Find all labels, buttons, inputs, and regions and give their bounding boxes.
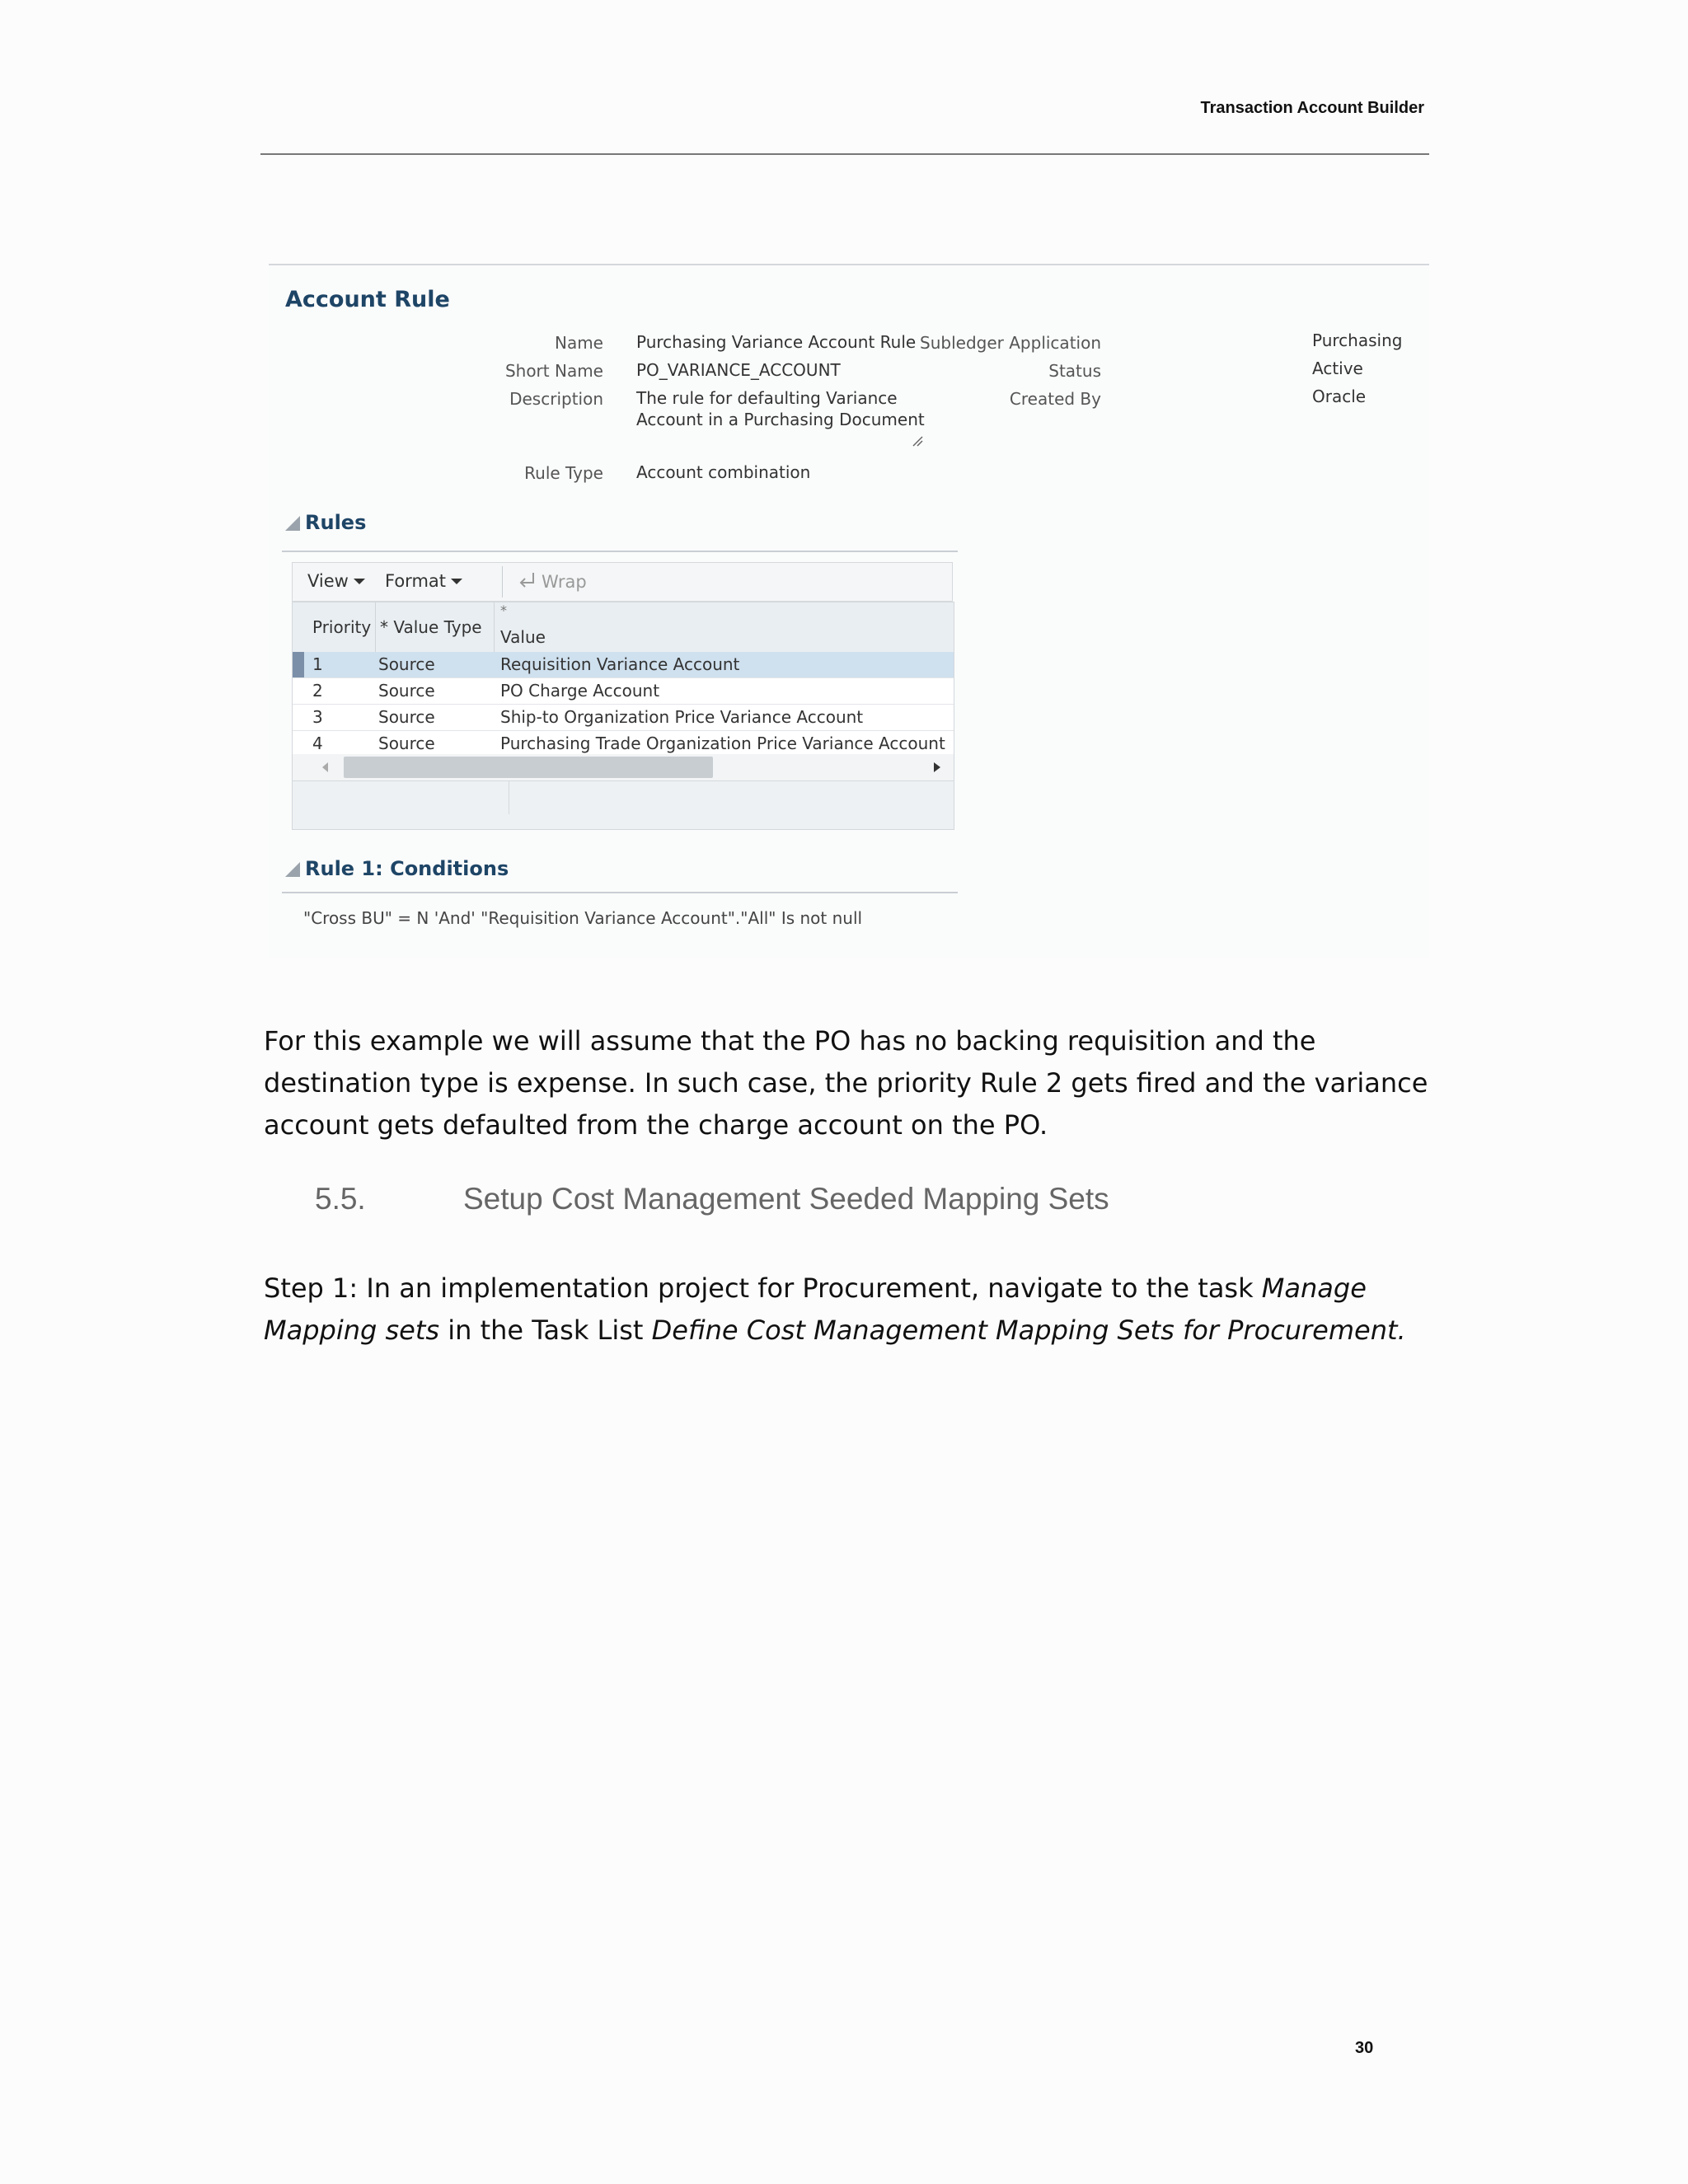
required-asterisk: * (500, 602, 507, 618)
header-divider (260, 153, 1429, 155)
column-divider (375, 602, 376, 652)
description-value-line2: Account in a Purchasing Document (636, 410, 925, 429)
wrap-button[interactable] (517, 571, 587, 592)
name-value: Purchasing Variance Account Rule (636, 332, 917, 352)
name-label: Name (554, 333, 603, 353)
row-value: Ship-to Organization Price Variance Account (500, 707, 864, 727)
toolbar-separator (502, 566, 503, 598)
table-row-selected[interactable] (293, 652, 954, 678)
wrap-label: Wrap (542, 572, 587, 592)
row-value-type: Source (378, 707, 435, 727)
rules-divider (282, 551, 958, 552)
collapse-triangle-icon[interactable] (285, 862, 300, 877)
rules-table (292, 602, 954, 830)
step1-text-middle: in the Task List (439, 1315, 652, 1346)
caret-down-icon (354, 579, 365, 584)
section-heading (315, 1182, 1109, 1216)
page-number: 30 (1355, 2039, 1374, 2057)
paragraph-step1 (264, 1268, 1434, 1352)
row-priority: 1 (312, 654, 323, 674)
rules-table-header (293, 602, 954, 653)
format-menu[interactable] (385, 571, 462, 591)
account-rule-screenshot (269, 264, 1429, 958)
rules-section-header[interactable] (285, 511, 366, 534)
row-priority: 4 (312, 733, 323, 753)
conditions-section-title: Rule 1: Conditions (305, 857, 509, 880)
section-title: Setup Cost Management Seeded Mapping Sets (463, 1182, 1109, 1216)
col-header-value-type[interactable]: * Value Type (380, 617, 482, 637)
wrap-icon (517, 571, 538, 591)
row-value-type: Source (378, 733, 435, 753)
row-value-type: Source (378, 654, 435, 674)
table-row[interactable] (293, 705, 954, 731)
row-value: PO Charge Account (500, 681, 660, 701)
subledger-application-value: Purchasing (1312, 330, 1403, 350)
paragraph-example: For this example we will assume that the PO has no backing requisition and the destination type is expense. In such case, the priority Rule 2 gets fired and the variance account gets defaulted from the charge account on the PO. (264, 1025, 1428, 1141)
status-label: Status (1048, 361, 1101, 381)
row-value: Requisition Variance Account (500, 654, 740, 674)
description-value-line1: The rule for defaulting Variance (636, 388, 898, 408)
col-header-value[interactable]: Value (500, 627, 546, 647)
account-rule-title: Account Rule (285, 287, 450, 312)
row-value-type: Source (378, 681, 435, 701)
rules-toolbar (292, 562, 953, 602)
row-selection-marker (293, 652, 304, 677)
short-name-value: PO_VARIANCE_ACCOUNT (636, 360, 841, 380)
rule-type-label: Rule Type (524, 463, 603, 483)
running-header: Transaction Account Builder (1200, 99, 1424, 117)
view-menu-label: View (307, 571, 349, 591)
section-number: 5.5. (315, 1182, 366, 1216)
collapse-triangle-icon[interactable] (285, 516, 300, 531)
created-by-label: Created By (1009, 389, 1101, 409)
status-value: Active (1312, 359, 1363, 378)
condition-text: "Cross BU" = N 'And' "Requisition Variance Account"."All" Is not null (303, 908, 863, 928)
step1-task-name: Manage Mapping sets (264, 1272, 1367, 1346)
step1-text: Step 1: In an implementation project for Procurement, navigate to the task (264, 1272, 1262, 1304)
scroll-right-icon[interactable] (934, 762, 940, 772)
caret-down-icon (451, 579, 462, 584)
resize-grip-icon (912, 435, 923, 447)
description-label: Description (509, 389, 603, 409)
column-divider (494, 602, 495, 652)
conditions-section-header[interactable] (285, 857, 509, 880)
col-header-priority[interactable]: Priority (312, 617, 372, 637)
table-row[interactable] (293, 678, 954, 705)
horizontal-scrollbar[interactable] (293, 754, 954, 781)
rules-section-title: Rules (305, 511, 367, 534)
conditions-divider (282, 892, 958, 893)
scrollbar-thumb[interactable] (344, 757, 713, 778)
row-priority: 3 (312, 707, 323, 727)
step1-task-list-name: Define Cost Management Mapping Sets for Procurement. (651, 1315, 1406, 1346)
format-menu-label: Format (385, 571, 447, 591)
view-menu[interactable] (307, 571, 365, 591)
row-priority: 2 (312, 681, 323, 701)
scroll-left-icon[interactable] (322, 762, 328, 772)
subledger-application-label: Subledger Application (920, 333, 1101, 353)
rule-type-value: Account combination (636, 462, 811, 482)
created-by-value: Oracle (1312, 387, 1367, 406)
row-value: Purchasing Trade Organization Price Variance Account (500, 733, 945, 753)
short-name-label: Short Name (504, 361, 603, 381)
